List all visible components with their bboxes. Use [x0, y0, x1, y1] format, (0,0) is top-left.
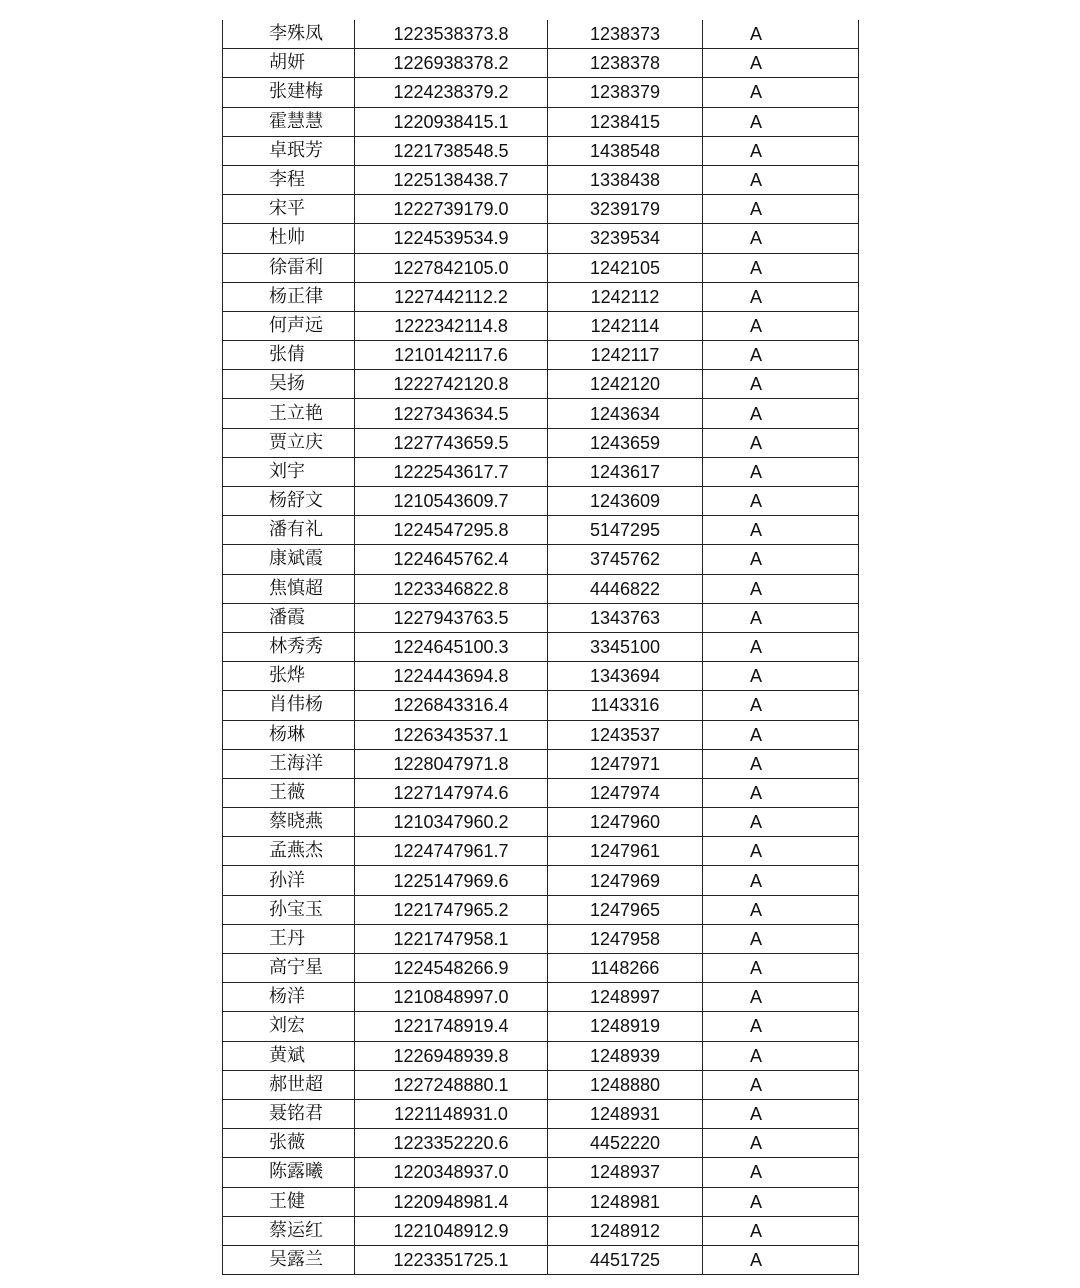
- grade-cell: A: [703, 778, 859, 807]
- code-cell: 1438548: [548, 136, 703, 165]
- grade-cell: A: [703, 195, 859, 224]
- table-row: [223, 1129, 859, 1158]
- name-cell: 李殊凤: [223, 20, 355, 49]
- name-cell: 杨洋: [223, 983, 355, 1012]
- grade-cell: A: [703, 691, 859, 720]
- name-cell: 杜帅: [223, 224, 355, 253]
- table-row: [223, 165, 859, 194]
- name-cell: 徐雷利: [223, 253, 355, 282]
- code-cell: 1143316: [548, 691, 703, 720]
- name-cell: 李程: [223, 165, 355, 194]
- id-number-cell: 1210347960.2: [355, 808, 548, 837]
- name-cell: 王丹: [223, 924, 355, 953]
- name-cell: 张薇: [223, 1129, 355, 1158]
- grade-cell: A: [703, 282, 859, 311]
- table-row: [223, 1216, 859, 1245]
- table-row: [223, 1041, 859, 1070]
- id-number-cell: 1221747965.2: [355, 895, 548, 924]
- code-cell: 1248919: [548, 1012, 703, 1041]
- code-cell: 1247960: [548, 808, 703, 837]
- id-number-cell: 1221048912.9: [355, 1216, 548, 1245]
- name-cell: 胡妍: [223, 49, 355, 78]
- code-cell: 1248931: [548, 1099, 703, 1128]
- id-number-cell: 1223351725.1: [355, 1245, 548, 1274]
- table-row: [223, 545, 859, 574]
- id-number-cell: 1221747958.1: [355, 924, 548, 953]
- grade-cell: A: [703, 954, 859, 983]
- table-row: [223, 983, 859, 1012]
- id-number-cell: 1224539534.9: [355, 224, 548, 253]
- id-number-cell: 1227248880.1: [355, 1070, 548, 1099]
- id-number-cell: 1224548266.9: [355, 954, 548, 983]
- table-row: [223, 720, 859, 749]
- code-cell: 1238379: [548, 78, 703, 107]
- results-table: [222, 20, 859, 1275]
- grade-cell: A: [703, 399, 859, 428]
- id-number-cell: 1225138438.7: [355, 165, 548, 194]
- table-row: [223, 282, 859, 311]
- code-cell: 1242114: [548, 311, 703, 340]
- table-row: [223, 895, 859, 924]
- id-number-cell: 1226343537.1: [355, 720, 548, 749]
- code-cell: 1238415: [548, 107, 703, 136]
- id-number-cell: 1226948939.8: [355, 1041, 548, 1070]
- id-number-cell: 1223346822.8: [355, 574, 548, 603]
- id-number-cell: 1210543609.7: [355, 487, 548, 516]
- code-cell: 1243609: [548, 487, 703, 516]
- table-row: [223, 749, 859, 778]
- table-row: [223, 603, 859, 632]
- name-cell: 蔡运红: [223, 1216, 355, 1245]
- table-row: [223, 195, 859, 224]
- code-cell: 3239534: [548, 224, 703, 253]
- table-row: [223, 1012, 859, 1041]
- table-row: [223, 49, 859, 78]
- table-row: [223, 1099, 859, 1128]
- grade-cell: A: [703, 1245, 859, 1274]
- name-cell: 潘有礼: [223, 516, 355, 545]
- grade-cell: A: [703, 78, 859, 107]
- name-cell: 杨琳: [223, 720, 355, 749]
- grade-cell: A: [703, 370, 859, 399]
- id-number-cell: 1228047971.8: [355, 749, 548, 778]
- grade-cell: A: [703, 516, 859, 545]
- name-cell: 肖伟杨: [223, 691, 355, 720]
- code-cell: 5147295: [548, 516, 703, 545]
- table-row: [223, 866, 859, 895]
- code-cell: 1243634: [548, 399, 703, 428]
- grade-cell: A: [703, 1070, 859, 1099]
- grade-cell: A: [703, 866, 859, 895]
- id-number-cell: 1227943763.5: [355, 603, 548, 632]
- grade-cell: A: [703, 662, 859, 691]
- grade-cell: A: [703, 895, 859, 924]
- id-number-cell: 1224238379.2: [355, 78, 548, 107]
- code-cell: 1247969: [548, 866, 703, 895]
- code-cell: 1242105: [548, 253, 703, 282]
- code-cell: 1247965: [548, 895, 703, 924]
- code-cell: 1243617: [548, 457, 703, 486]
- id-number-cell: 1223352220.6: [355, 1129, 548, 1158]
- code-cell: 1248997: [548, 983, 703, 1012]
- id-number-cell: 1221738548.5: [355, 136, 548, 165]
- grade-cell: A: [703, 1158, 859, 1187]
- grade-cell: A: [703, 924, 859, 953]
- table-row: [223, 399, 859, 428]
- table-row: [223, 253, 859, 282]
- table-row: [223, 1070, 859, 1099]
- id-number-cell: 1224747961.7: [355, 837, 548, 866]
- grade-cell: A: [703, 107, 859, 136]
- code-cell: 1247961: [548, 837, 703, 866]
- code-cell: 1242117: [548, 341, 703, 370]
- name-cell: 刘宏: [223, 1012, 355, 1041]
- id-number-cell: 1220348937.0: [355, 1158, 548, 1187]
- results-table-body: [223, 20, 859, 1275]
- id-number-cell: 1220948981.4: [355, 1187, 548, 1216]
- code-cell: 1343694: [548, 662, 703, 691]
- code-cell: 1248939: [548, 1041, 703, 1070]
- grade-cell: A: [703, 1187, 859, 1216]
- name-cell: 张烨: [223, 662, 355, 691]
- name-cell: 贾立庆: [223, 428, 355, 457]
- id-number-cell: 1227343634.5: [355, 399, 548, 428]
- name-cell: 孙洋: [223, 866, 355, 895]
- grade-cell: A: [703, 253, 859, 282]
- grade-cell: A: [703, 1099, 859, 1128]
- table-row: [223, 924, 859, 953]
- table-row: [223, 457, 859, 486]
- grade-cell: A: [703, 428, 859, 457]
- code-cell: 1238373: [548, 20, 703, 49]
- grade-cell: A: [703, 1012, 859, 1041]
- table-row: [223, 311, 859, 340]
- name-cell: 王海洋: [223, 749, 355, 778]
- id-number-cell: 1227743659.5: [355, 428, 548, 457]
- grade-cell: A: [703, 20, 859, 49]
- table-row: [223, 1187, 859, 1216]
- name-cell: 陈露曦: [223, 1158, 355, 1187]
- id-number-cell: 1226938378.2: [355, 49, 548, 78]
- code-cell: 1247974: [548, 778, 703, 807]
- name-cell: 吴露兰: [223, 1245, 355, 1274]
- code-cell: 1247958: [548, 924, 703, 953]
- id-number-cell: 1227842105.0: [355, 253, 548, 282]
- code-cell: 1248912: [548, 1216, 703, 1245]
- name-cell: 潘霞: [223, 603, 355, 632]
- grade-cell: A: [703, 1129, 859, 1158]
- code-cell: 3345100: [548, 632, 703, 661]
- grade-cell: A: [703, 457, 859, 486]
- id-number-cell: 1222742120.8: [355, 370, 548, 399]
- name-cell: 高宁星: [223, 954, 355, 983]
- grade-cell: A: [703, 487, 859, 516]
- grade-cell: A: [703, 165, 859, 194]
- name-cell: 宋平: [223, 195, 355, 224]
- code-cell: 1238378: [548, 49, 703, 78]
- id-number-cell: 1220938415.1: [355, 107, 548, 136]
- table-row: [223, 954, 859, 983]
- name-cell: 张倩: [223, 341, 355, 370]
- table-row: [223, 808, 859, 837]
- table-row: [223, 428, 859, 457]
- code-cell: 3239179: [548, 195, 703, 224]
- id-number-cell: 1224547295.8: [355, 516, 548, 545]
- code-cell: 1242120: [548, 370, 703, 399]
- table-row: [223, 516, 859, 545]
- code-cell: 4446822: [548, 574, 703, 603]
- name-cell: 林秀秀: [223, 632, 355, 661]
- grade-cell: A: [703, 574, 859, 603]
- name-cell: 王健: [223, 1187, 355, 1216]
- grade-cell: A: [703, 1041, 859, 1070]
- table-row: [223, 224, 859, 253]
- code-cell: 1247971: [548, 749, 703, 778]
- code-cell: 4452220: [548, 1129, 703, 1158]
- name-cell: 杨正律: [223, 282, 355, 311]
- code-cell: 1343763: [548, 603, 703, 632]
- id-number-cell: 1222739179.0: [355, 195, 548, 224]
- table-row: [223, 107, 859, 136]
- name-cell: 王立艳: [223, 399, 355, 428]
- grade-cell: A: [703, 136, 859, 165]
- table-row: [223, 1245, 859, 1274]
- id-number-cell: 1222543617.7: [355, 457, 548, 486]
- table-row: [223, 370, 859, 399]
- code-cell: 4451725: [548, 1245, 703, 1274]
- table-row: [223, 662, 859, 691]
- code-cell: 1243537: [548, 720, 703, 749]
- id-number-cell: 1226843316.4: [355, 691, 548, 720]
- table-row: [223, 78, 859, 107]
- id-number-cell: 1224443694.8: [355, 662, 548, 691]
- name-cell: 聂铭君: [223, 1099, 355, 1128]
- table-row: [223, 1158, 859, 1187]
- name-cell: 郝世超: [223, 1070, 355, 1099]
- id-number-cell: 1221748919.4: [355, 1012, 548, 1041]
- code-cell: 1243659: [548, 428, 703, 457]
- grade-cell: A: [703, 837, 859, 866]
- id-number-cell: 1210142117.6: [355, 341, 548, 370]
- code-cell: 1338438: [548, 165, 703, 194]
- id-number-cell: 1222342114.8: [355, 311, 548, 340]
- grade-cell: A: [703, 603, 859, 632]
- grade-cell: A: [703, 720, 859, 749]
- table-row: [223, 691, 859, 720]
- grade-cell: A: [703, 983, 859, 1012]
- id-number-cell: 1221148931.0: [355, 1099, 548, 1128]
- table-row: [223, 487, 859, 516]
- name-cell: 何声远: [223, 311, 355, 340]
- name-cell: 刘宇: [223, 457, 355, 486]
- name-cell: 霍慧慧: [223, 107, 355, 136]
- table-row: [223, 632, 859, 661]
- name-cell: 杨舒文: [223, 487, 355, 516]
- id-number-cell: 1223538373.8: [355, 20, 548, 49]
- code-cell: 1248880: [548, 1070, 703, 1099]
- code-cell: 1148266: [548, 954, 703, 983]
- id-number-cell: 1227442112.2: [355, 282, 548, 311]
- table-row: [223, 778, 859, 807]
- grade-cell: A: [703, 1216, 859, 1245]
- name-cell: 张建梅: [223, 78, 355, 107]
- code-cell: 1248937: [548, 1158, 703, 1187]
- grade-cell: A: [703, 545, 859, 574]
- name-cell: 焦慎超: [223, 574, 355, 603]
- id-number-cell: 1224645100.3: [355, 632, 548, 661]
- name-cell: 吴扬: [223, 370, 355, 399]
- code-cell: 1248981: [548, 1187, 703, 1216]
- name-cell: 康斌霞: [223, 545, 355, 574]
- grade-cell: A: [703, 311, 859, 340]
- name-cell: 孟燕杰: [223, 837, 355, 866]
- id-number-cell: 1225147969.6: [355, 866, 548, 895]
- name-cell: 蔡晓燕: [223, 808, 355, 837]
- grade-cell: A: [703, 808, 859, 837]
- grade-cell: A: [703, 749, 859, 778]
- table-row: [223, 837, 859, 866]
- id-number-cell: 1227147974.6: [355, 778, 548, 807]
- name-cell: 王薇: [223, 778, 355, 807]
- grade-cell: A: [703, 632, 859, 661]
- table-row: [223, 341, 859, 370]
- id-number-cell: 1224645762.4: [355, 545, 548, 574]
- id-number-cell: 1210848997.0: [355, 983, 548, 1012]
- grade-cell: A: [703, 341, 859, 370]
- grade-cell: A: [703, 224, 859, 253]
- name-cell: 孙宝玉: [223, 895, 355, 924]
- table-row: [223, 136, 859, 165]
- code-cell: 1242112: [548, 282, 703, 311]
- code-cell: 3745762: [548, 545, 703, 574]
- grade-cell: A: [703, 49, 859, 78]
- name-cell: 黄斌: [223, 1041, 355, 1070]
- table-row: [223, 20, 859, 49]
- table-row: [223, 574, 859, 603]
- name-cell: 卓珉芳: [223, 136, 355, 165]
